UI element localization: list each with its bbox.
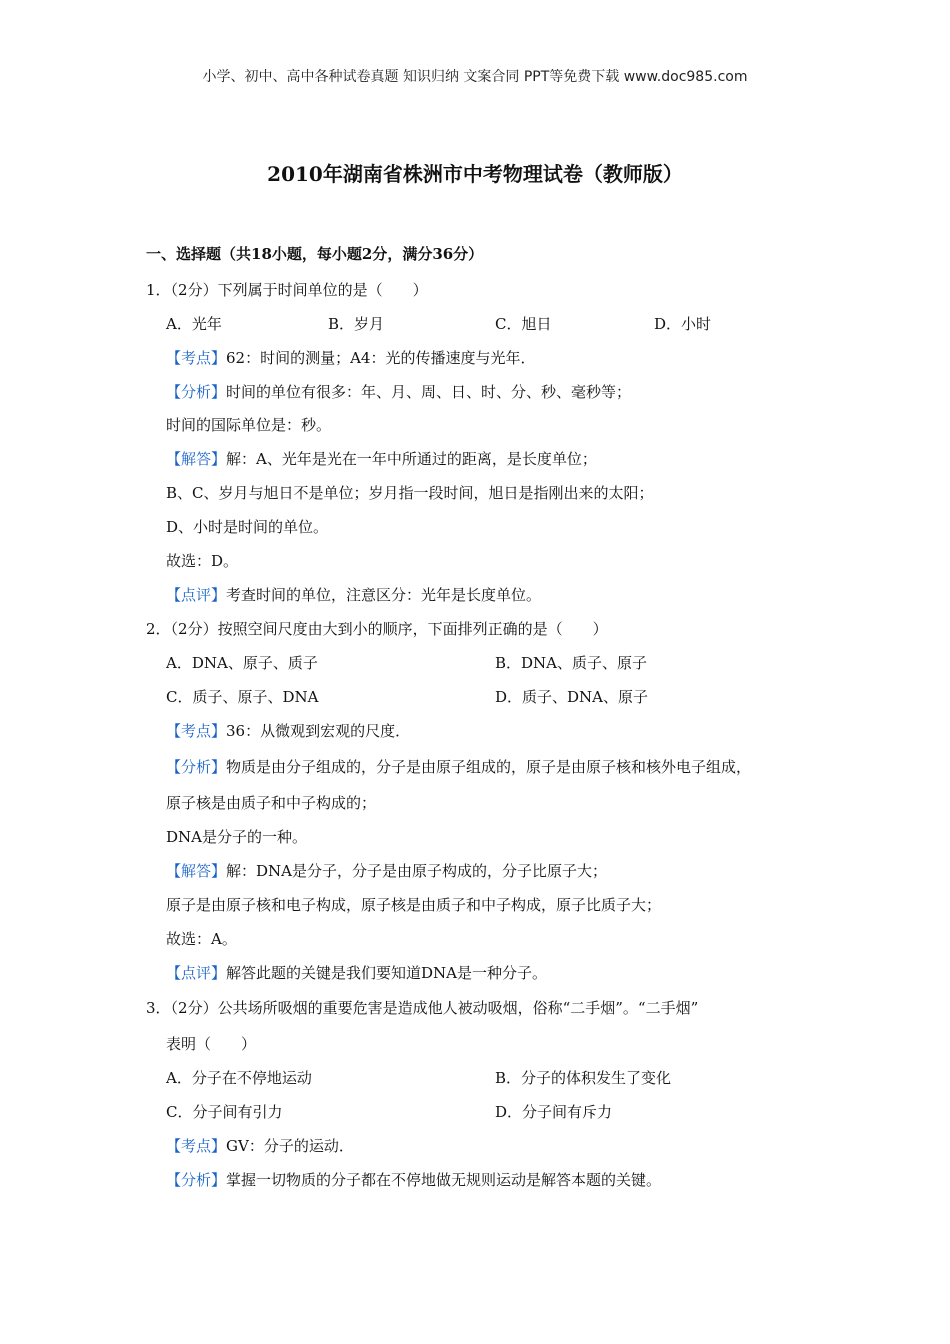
kaodian-text: 36：从微观到宏观的尺度． (226, 722, 411, 740)
question-3-option-a: A．分子在不停地运动 (166, 1069, 312, 1087)
question-3-option-b: B．分子的体积发生了变化 (495, 1069, 672, 1087)
question-2-option-c: C．质子、原子、DNA (166, 688, 319, 706)
fenxi-text: 时间的单位有很多：年、月、周、日、时、分、秒、毫秒等； (226, 383, 632, 401)
question-2-fenxi (166, 757, 751, 777)
section-title: 一、选择题（共18小题，每小题2分，满分36分） (146, 245, 484, 263)
question-2-stem: 2．（2分）按照空间尺度由大到小的顺序，下面排列正确的是（ ） (146, 620, 608, 638)
fenxi-text: 掌握一切物质的分子都在不停地做无规则运动是解答本题的关键。 (226, 1171, 662, 1189)
question-1-option-a: A．光年 (166, 315, 222, 333)
question-1-option-c: C．旭日 (495, 315, 552, 333)
question-1-fenxi-line-2: 时间的国际单位是：秒。 (166, 416, 332, 434)
question-2-jieda (166, 861, 607, 881)
jieda-text: 解：A、光年是光在一年中所通过的距离，是长度单位； (226, 450, 597, 468)
dianping-tag: 【点评】 (166, 586, 227, 604)
question-2-option-d: D．质子、DNA、原子 (495, 688, 649, 706)
question-3-option-d: D．分子间有斥力 (495, 1103, 613, 1121)
jieda-text: 解：DNA是分子，分子是由原子构成的，分子比原子大； (226, 862, 608, 880)
kaodian-text: GV：分子的运动． (226, 1137, 354, 1155)
question-1-jieda-line-3: D、小时是时间的单位。 (166, 518, 329, 536)
question-1-jieda (166, 449, 597, 469)
question-3-stem-line-2: 表明（ ） (166, 1035, 257, 1053)
question-2-fenxi-line-2: 原子核是由质子和中子构成的； (166, 794, 377, 812)
question-2-dianping (166, 963, 547, 983)
question-1-dianping (166, 585, 541, 605)
question-1-option-b: B．岁月 (328, 315, 385, 333)
question-3-option-c: C．分子间有引力 (166, 1103, 283, 1121)
fenxi-tag: 【分析】 (166, 1171, 227, 1189)
jieda-tag: 【解答】 (166, 862, 227, 880)
question-2-jieda-line-2: 原子是由原子核和电子构成，原子核是由质子和中子构成，原子比质子大； (166, 896, 662, 914)
kaodian-text: 62：时间的测量；A4：光的传播速度与光年． (226, 349, 536, 367)
page-title: 2010年湖南省株洲市中考物理试卷（教师版） (267, 162, 683, 186)
dianping-text: 考查时间的单位，注意区分：光年是长度单位。 (226, 586, 542, 604)
question-1-stem: 1．（2分）下列属于时间单位的是（ ） (146, 281, 428, 299)
question-1-jieda-line-2: B、C、岁月与旭日不是单位；岁月指一段时间，旭日是指刚出来的太阳； (166, 484, 654, 502)
fenxi-text: 物质是由分子组成的，分子是由原子组成的，原子是由原子核和核外电子组成， (226, 758, 752, 776)
question-1-answer: 故选：D。 (166, 552, 239, 570)
page-header-banner: 小学、初中、高中各种试卷真题 知识归纳 文案合同 PPT等免费下载 www.doc985.com (202, 69, 748, 85)
kaodian-tag: 【考点】 (166, 722, 227, 740)
question-2-option-a: A．DNA、原子、质子 (166, 654, 318, 672)
question-3-stem: 3．（2分）公共场所吸烟的重要危害是造成他人被动吸烟，俗称“二手烟”。“二手烟” (146, 999, 699, 1017)
question-2-answer: 故选：A。 (166, 930, 237, 948)
fenxi-tag: 【分析】 (166, 383, 227, 401)
question-3-fenxi (166, 1170, 661, 1190)
question-2-kaodian (166, 721, 410, 741)
question-1-fenxi (166, 382, 631, 402)
question-2-fenxi-line-3: DNA是分子的一种。 (166, 828, 307, 846)
question-3-kaodian (166, 1136, 354, 1156)
question-1-kaodian (166, 348, 535, 368)
fenxi-tag: 【分析】 (166, 758, 227, 776)
jieda-tag: 【解答】 (166, 450, 227, 468)
kaodian-tag: 【考点】 (166, 1137, 227, 1155)
kaodian-tag: 【考点】 (166, 349, 227, 367)
dianping-text: 解答此题的关键是我们要知道DNA是一种分子。 (226, 964, 548, 982)
dianping-tag: 【点评】 (166, 964, 227, 982)
question-2-option-b: B．DNA、质子、原子 (495, 654, 648, 672)
question-1-option-d: D．小时 (654, 315, 712, 333)
